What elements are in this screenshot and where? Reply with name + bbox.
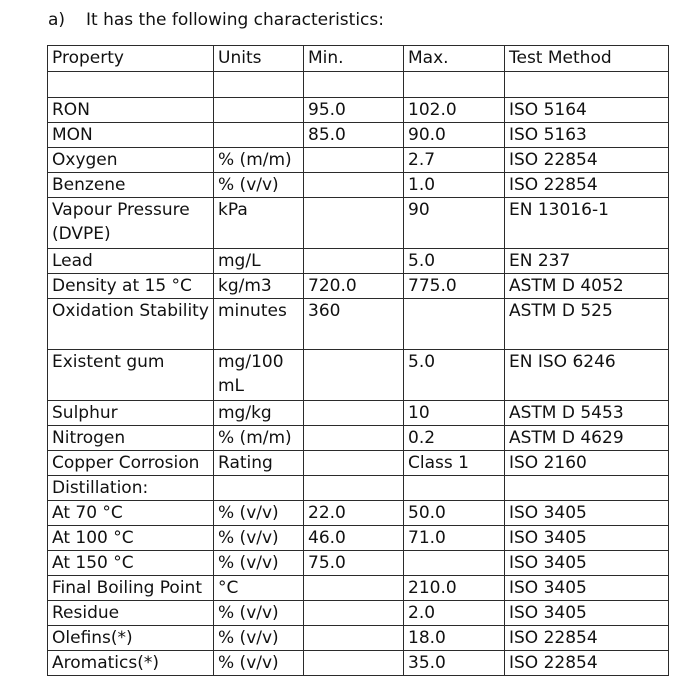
- cell-test-method: [505, 476, 669, 501]
- table-row: [48, 198, 669, 249]
- cell-max: 90: [404, 198, 505, 249]
- table-row: [48, 576, 669, 601]
- cell-property: Aromatics(*): [48, 651, 214, 676]
- cell-units: % (v/v): [214, 501, 304, 526]
- cell-max: 71.0: [404, 526, 505, 551]
- cell-property: Olefins(*): [48, 626, 214, 651]
- cell-min: [304, 451, 404, 476]
- cell-property: Copper Corrosion: [48, 451, 214, 476]
- table-row: [48, 651, 669, 676]
- cell-min: 46.0: [304, 526, 404, 551]
- cell-test-method: EN ISO 6246: [505, 350, 669, 401]
- cell-min: [304, 651, 404, 676]
- cell-units: [214, 72, 304, 98]
- cell-min: [304, 198, 404, 249]
- cell-property: Sulphur: [48, 401, 214, 426]
- cell-max: Class 1: [404, 451, 505, 476]
- cell-max: 102.0: [404, 98, 505, 123]
- cell-min: [304, 426, 404, 451]
- cell-units: Rating: [214, 451, 304, 476]
- cell-max: 18.0: [404, 626, 505, 651]
- cell-min: [304, 350, 404, 401]
- cell-max: 10: [404, 401, 505, 426]
- cell-max: [404, 476, 505, 501]
- cell-property: Nitrogen: [48, 426, 214, 451]
- cell-test-method: ISO 3405: [505, 526, 669, 551]
- cell-max: 1.0: [404, 173, 505, 198]
- cell-units: mg/L: [214, 249, 304, 274]
- table-row: [48, 401, 669, 426]
- cell-test-method: ASTM D 525: [505, 299, 669, 350]
- cell-test-method: ISO 3405: [505, 601, 669, 626]
- cell-units: [214, 123, 304, 148]
- cell-property: Benzene: [48, 173, 214, 198]
- cell-units: mg/kg: [214, 401, 304, 426]
- cell-test-method: EN 13016-1: [505, 198, 669, 249]
- cell-max: 2.0: [404, 601, 505, 626]
- cell-property: MON: [48, 123, 214, 148]
- cell-units: kPa: [214, 198, 304, 249]
- cell-units: % (v/v): [214, 173, 304, 198]
- cell-property: Distillation:: [48, 476, 214, 501]
- cell-test-method: ISO 22854: [505, 651, 669, 676]
- table-row: [48, 551, 669, 576]
- cell-units: % (v/v): [214, 551, 304, 576]
- header-property: Property: [48, 46, 214, 72]
- cell-min: [304, 476, 404, 501]
- cell-max: 50.0: [404, 501, 505, 526]
- cell-units: mg/100 mL: [214, 350, 304, 401]
- cell-max: 210.0: [404, 576, 505, 601]
- cell-max: [404, 299, 505, 350]
- cell-max: 5.0: [404, 350, 505, 401]
- table-row: [48, 501, 669, 526]
- table-row: [48, 299, 669, 350]
- cell-test-method: ISO 5163: [505, 123, 669, 148]
- cell-test-method: ASTM D 5453: [505, 401, 669, 426]
- table-row: [48, 148, 669, 173]
- section-text: It has the following characteristics:: [86, 10, 384, 30]
- cell-min: [304, 249, 404, 274]
- cell-max: 5.0: [404, 249, 505, 274]
- section-heading: [48, 10, 384, 30]
- cell-units: % (v/v): [214, 526, 304, 551]
- cell-property: At 150 °C: [48, 551, 214, 576]
- cell-max: 35.0: [404, 651, 505, 676]
- cell-property: Lead: [48, 249, 214, 274]
- cell-min: [304, 576, 404, 601]
- cell-min: 720.0: [304, 274, 404, 299]
- cell-min: [304, 601, 404, 626]
- cell-property: At 70 °C: [48, 501, 214, 526]
- cell-property: [48, 72, 214, 98]
- cell-max: 90.0: [404, 123, 505, 148]
- table-row: [48, 626, 669, 651]
- cell-test-method: ISO 3405: [505, 576, 669, 601]
- cell-test-method: ISO 22854: [505, 148, 669, 173]
- cell-test-method: ASTM D 4052: [505, 274, 669, 299]
- cell-min: 22.0: [304, 501, 404, 526]
- cell-max: 2.7: [404, 148, 505, 173]
- cell-units: [214, 476, 304, 501]
- cell-min: [304, 626, 404, 651]
- table-row: [48, 173, 669, 198]
- cell-test-method: ISO 22854: [505, 626, 669, 651]
- cell-units: % (v/v): [214, 626, 304, 651]
- cell-test-method: ISO 2160: [505, 451, 669, 476]
- cell-units: % (m/m): [214, 148, 304, 173]
- cell-property: Final Boiling Point: [48, 576, 214, 601]
- cell-units: % (v/v): [214, 601, 304, 626]
- cell-property: Oxygen: [48, 148, 214, 173]
- cell-min: [304, 173, 404, 198]
- cell-property: RON: [48, 98, 214, 123]
- cell-min: [304, 72, 404, 98]
- cell-units: % (m/m): [214, 426, 304, 451]
- cell-min: 360: [304, 299, 404, 350]
- cell-test-method: ASTM D 4629: [505, 426, 669, 451]
- table-row: [48, 249, 669, 274]
- table-row: [48, 72, 669, 98]
- table-row: [48, 451, 669, 476]
- cell-max: [404, 551, 505, 576]
- cell-test-method: ISO 5164: [505, 98, 669, 123]
- table-row: [48, 274, 669, 299]
- cell-max: 0.2: [404, 426, 505, 451]
- cell-min: [304, 401, 404, 426]
- header-test-method: Test Method: [505, 46, 669, 72]
- cell-test-method: ISO 3405: [505, 551, 669, 576]
- cell-max: [404, 72, 505, 98]
- table-row: [48, 98, 669, 123]
- cell-property: Vapour Pressure (DVPE): [48, 198, 214, 249]
- cell-property: Density at 15 °C: [48, 274, 214, 299]
- table-row: [48, 526, 669, 551]
- cell-units: % (v/v): [214, 651, 304, 676]
- cell-min: [304, 148, 404, 173]
- table-row: [48, 476, 669, 501]
- section-label: a): [48, 10, 66, 30]
- cell-units: °C: [214, 576, 304, 601]
- cell-test-method: [505, 72, 669, 98]
- cell-units: minutes: [214, 299, 304, 350]
- table-row: [48, 601, 669, 626]
- cell-units: kg/m3: [214, 274, 304, 299]
- header-units: Units: [214, 46, 304, 72]
- cell-min: 75.0: [304, 551, 404, 576]
- cell-property: Oxidation Stability: [48, 299, 214, 350]
- cell-property: Existent gum: [48, 350, 214, 401]
- table-row: [48, 350, 669, 401]
- cell-units: [214, 98, 304, 123]
- cell-min: 85.0: [304, 123, 404, 148]
- cell-test-method: ISO 22854: [505, 173, 669, 198]
- characteristics-table: [47, 45, 669, 676]
- table-header-row: [48, 46, 669, 72]
- header-max: Max.: [404, 46, 505, 72]
- header-min: Min.: [304, 46, 404, 72]
- cell-test-method: ISO 3405: [505, 501, 669, 526]
- cell-property: At 100 °C: [48, 526, 214, 551]
- cell-max: 775.0: [404, 274, 505, 299]
- cell-test-method: EN 237: [505, 249, 669, 274]
- table-row: [48, 426, 669, 451]
- table-row: [48, 123, 669, 148]
- cell-min: 95.0: [304, 98, 404, 123]
- cell-property: Residue: [48, 601, 214, 626]
